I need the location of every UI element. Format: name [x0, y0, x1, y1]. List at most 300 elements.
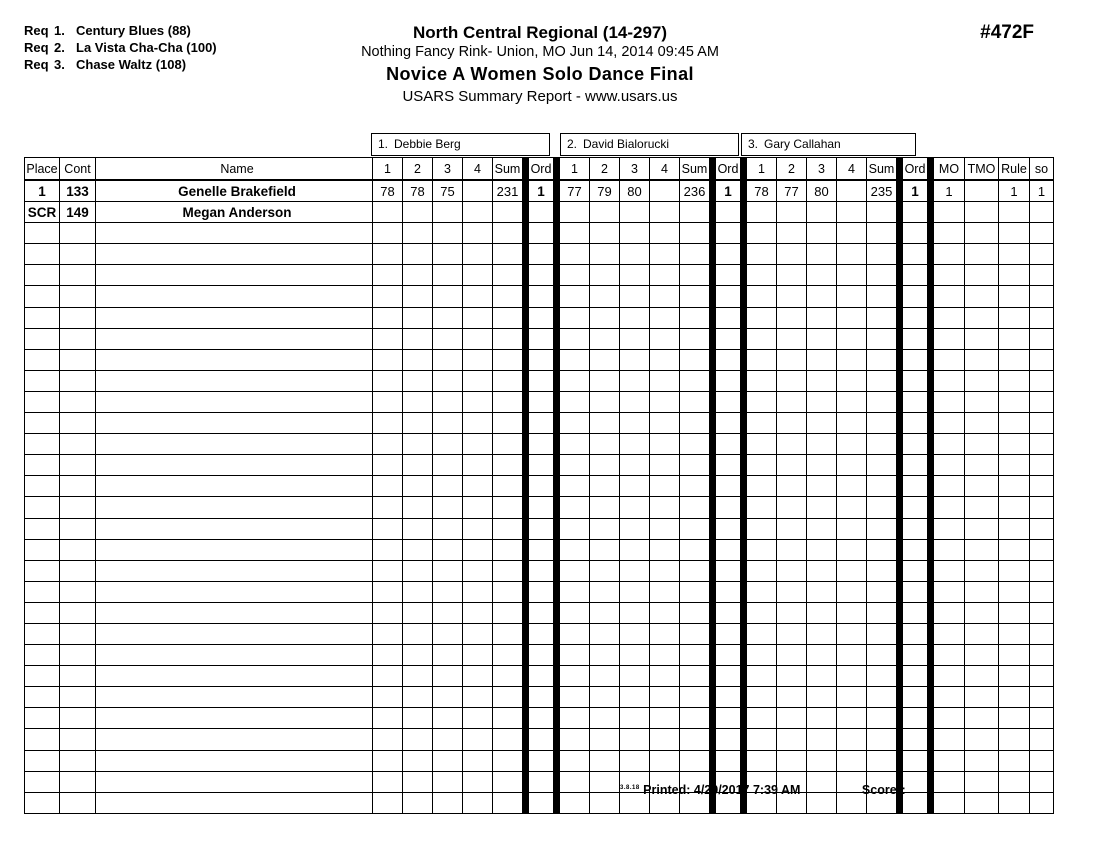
cell-cont	[60, 349, 96, 370]
cell-j2-ord	[716, 497, 741, 518]
cell-cont	[60, 729, 96, 750]
cell-j1-d3: 75	[433, 180, 463, 202]
requirement-number: 3.	[54, 57, 65, 72]
cell-j1-d1	[373, 687, 403, 708]
cell-j3-sum	[867, 244, 897, 265]
cell-j1-d1	[373, 729, 403, 750]
cell-j1-sum	[493, 729, 523, 750]
cell-j2-ord	[716, 328, 741, 349]
cell-mo	[934, 265, 965, 286]
cell-j3-d1	[747, 750, 777, 771]
cell-rule	[999, 666, 1030, 687]
cell-j2-ord	[716, 539, 741, 560]
cell-j1-ord	[529, 328, 554, 349]
cell-tmo	[965, 792, 999, 813]
cell-j1-d4	[463, 202, 493, 223]
cell-j1-d2	[403, 729, 433, 750]
cell-j1-d1	[373, 666, 403, 687]
cell-j2-d4	[650, 391, 680, 412]
cell-mo	[934, 581, 965, 602]
cell-j2-d3	[620, 265, 650, 286]
cell-j2-ord	[716, 265, 741, 286]
cell-j1-d1	[373, 223, 403, 244]
cell-rule	[999, 286, 1030, 307]
cell-j1-sum	[493, 687, 523, 708]
cell-j2-d4	[650, 708, 680, 729]
cell-j3-d3	[807, 307, 837, 328]
cell-j2-d3	[620, 666, 650, 687]
cell-tmo	[965, 328, 999, 349]
cell-j3-ord	[903, 307, 928, 328]
cell-j1-d1	[373, 286, 403, 307]
cell-tmo	[965, 413, 999, 434]
cell-j3-d3	[807, 750, 837, 771]
cell-j2-d3	[620, 750, 650, 771]
cell-j2-sum	[680, 349, 710, 370]
cell-j3-ord	[903, 623, 928, 644]
cell-j1-d1	[373, 476, 403, 497]
cell-j1-d2	[403, 434, 433, 455]
cell-cont	[60, 286, 96, 307]
cell-j2-d1	[560, 476, 590, 497]
cell-j1-d1	[373, 750, 403, 771]
cell-rule	[999, 750, 1030, 771]
cell-name	[96, 666, 373, 687]
table-row	[25, 645, 1054, 666]
cell-j1-sum	[493, 434, 523, 455]
cell-j2-d1	[560, 391, 590, 412]
cell-j1-d3	[433, 455, 463, 476]
cell-j3-d4	[837, 560, 867, 581]
cell-cont	[60, 750, 96, 771]
cell-j1-ord	[529, 581, 554, 602]
cell-cont	[60, 666, 96, 687]
cell-j1-d2	[403, 391, 433, 412]
cell-j1-d4	[463, 539, 493, 560]
cell-mo	[934, 476, 965, 497]
cell-rule	[999, 687, 1030, 708]
cell-j3-d4	[837, 370, 867, 391]
requirement-label: Req	[24, 57, 49, 72]
cell-mo	[934, 497, 965, 518]
judge-panel-2	[560, 133, 739, 156]
judge-panel-3	[741, 133, 916, 156]
cell-rule	[999, 497, 1030, 518]
cell-j2-d4	[650, 328, 680, 349]
cell-mo	[934, 286, 965, 307]
cell-j1-sum	[493, 370, 523, 391]
cell-j2-sum	[680, 645, 710, 666]
table-row	[25, 708, 1054, 729]
cell-rule	[999, 792, 1030, 813]
cell-tmo	[965, 223, 999, 244]
cell-j3-ord	[903, 771, 928, 792]
cell-tmo	[965, 581, 999, 602]
cell-j1-ord	[529, 708, 554, 729]
cell-place	[25, 349, 60, 370]
cell-j1-d3	[433, 307, 463, 328]
cell-j1-d3	[433, 771, 463, 792]
cell-j3-ord	[903, 560, 928, 581]
event-venue-datetime: Nothing Fancy Rink- Union, MO Jun 14, 2014 09:45 AM	[361, 44, 719, 60]
cell-tmo	[965, 687, 999, 708]
cell-j3-d2	[777, 455, 807, 476]
cell-so: 1	[1030, 180, 1054, 202]
cell-name	[96, 434, 373, 455]
cell-j2-d2	[590, 286, 620, 307]
cell-j1-d1	[373, 455, 403, 476]
table-row	[25, 729, 1054, 750]
cell-name	[96, 581, 373, 602]
cell-j1-d2	[403, 286, 433, 307]
cell-cont: 133	[60, 180, 96, 202]
cell-so	[1030, 370, 1054, 391]
cell-j3-d1: 78	[747, 180, 777, 202]
cell-so	[1030, 581, 1054, 602]
cell-j3-d3	[807, 413, 837, 434]
cell-j1-d3	[433, 223, 463, 244]
cell-mo	[934, 307, 965, 328]
cell-j3-ord	[903, 645, 928, 666]
cell-j2-ord	[716, 455, 741, 476]
cell-j2-d2	[590, 771, 620, 792]
requirement-label: Req	[24, 23, 49, 38]
cell-j2-d1	[560, 328, 590, 349]
cell-j3-sum	[867, 729, 897, 750]
table-row	[25, 687, 1054, 708]
cell-j3-d2	[777, 370, 807, 391]
cell-tmo	[965, 286, 999, 307]
cell-j2-d1	[560, 666, 590, 687]
cell-rule	[999, 708, 1030, 729]
cell-j1-d4	[463, 223, 493, 244]
cell-j1-sum	[493, 497, 523, 518]
cell-j2-d2	[590, 581, 620, 602]
cell-j1-d3	[433, 328, 463, 349]
table-row	[25, 180, 1054, 202]
cell-rule	[999, 602, 1030, 623]
page-title: Novice A Women Solo Dance Final	[386, 64, 694, 84]
cell-j1-d3	[433, 792, 463, 813]
cell-j1-d1	[373, 771, 403, 792]
cell-j1-d4	[463, 729, 493, 750]
cell-j2-d4	[650, 497, 680, 518]
cell-j2-d3	[620, 413, 650, 434]
cell-j2-d3	[620, 328, 650, 349]
cell-tmo	[965, 750, 999, 771]
cell-j2-d3	[620, 286, 650, 307]
cell-tmo	[965, 476, 999, 497]
cell-j1-d1: 78	[373, 180, 403, 202]
cell-j1-ord	[529, 518, 554, 539]
cell-j2-d4	[650, 370, 680, 391]
cell-j1-d4	[463, 265, 493, 286]
cell-j1-d4	[463, 497, 493, 518]
cell-place	[25, 476, 60, 497]
cell-j3-d4	[837, 581, 867, 602]
cell-j2-d3	[620, 202, 650, 223]
cell-j1-ord	[529, 370, 554, 391]
cell-j1-d3	[433, 497, 463, 518]
cell-j3-sum	[867, 434, 897, 455]
col-header-j1-d1: 1	[373, 158, 403, 181]
cell-j2-sum	[680, 391, 710, 412]
cell-rule	[999, 729, 1030, 750]
cell-rule	[999, 307, 1030, 328]
cell-so	[1030, 666, 1054, 687]
cell-so	[1030, 792, 1054, 813]
cell-mo	[934, 560, 965, 581]
cell-mo	[934, 792, 965, 813]
cell-j2-ord	[716, 223, 741, 244]
cell-j2-d2	[590, 729, 620, 750]
cell-j1-d2	[403, 645, 433, 666]
cell-name	[96, 602, 373, 623]
cell-j2-sum	[680, 265, 710, 286]
cell-tmo	[965, 497, 999, 518]
cell-j2-sum	[680, 244, 710, 265]
cell-j3-d4	[837, 265, 867, 286]
cell-j2-d1	[560, 307, 590, 328]
cell-name	[96, 413, 373, 434]
cell-j1-d2	[403, 602, 433, 623]
cell-j2-sum	[680, 560, 710, 581]
cell-j1-d2	[403, 623, 433, 644]
cell-rule	[999, 413, 1030, 434]
cell-j2-d4	[650, 687, 680, 708]
cell-so	[1030, 602, 1054, 623]
cell-j2-d2	[590, 602, 620, 623]
cell-j2-d3	[620, 560, 650, 581]
cell-j3-d3	[807, 708, 837, 729]
cell-mo	[934, 328, 965, 349]
cell-j3-d3	[807, 391, 837, 412]
cell-j2-d2	[590, 307, 620, 328]
cell-j2-ord	[716, 370, 741, 391]
cell-rule	[999, 518, 1030, 539]
cell-j2-d3	[620, 708, 650, 729]
cell-place	[25, 771, 60, 792]
cell-j3-d3	[807, 476, 837, 497]
cell-j1-ord	[529, 687, 554, 708]
cell-mo	[934, 687, 965, 708]
cell-j2-sum	[680, 708, 710, 729]
cell-j2-d3: 80	[620, 180, 650, 202]
cell-j3-sum	[867, 307, 897, 328]
cell-j2-d4	[650, 666, 680, 687]
cell-j3-d4	[837, 708, 867, 729]
cell-j1-d4	[463, 370, 493, 391]
cell-j3-d4	[837, 307, 867, 328]
cell-name	[96, 729, 373, 750]
cell-j3-ord	[903, 455, 928, 476]
cell-j2-d2	[590, 349, 620, 370]
cell-name	[96, 645, 373, 666]
cell-j1-ord	[529, 413, 554, 434]
cell-j2-ord	[716, 645, 741, 666]
cell-j1-d4	[463, 623, 493, 644]
cell-j1-d2	[403, 497, 433, 518]
cell-cont	[60, 497, 96, 518]
cell-j1-sum	[493, 708, 523, 729]
cell-j3-ord	[903, 328, 928, 349]
cell-j2-ord: 1	[716, 180, 741, 202]
cell-place	[25, 602, 60, 623]
cell-j3-d3	[807, 539, 837, 560]
cell-j1-d4	[463, 286, 493, 307]
cell-j3-d1	[747, 539, 777, 560]
cell-j3-d3	[807, 560, 837, 581]
event-code: #472F	[980, 22, 1034, 43]
requirement-item	[24, 39, 217, 56]
judge-panel-1	[371, 133, 550, 156]
cell-cont	[60, 792, 96, 813]
cell-j1-d4	[463, 455, 493, 476]
table-row	[25, 518, 1054, 539]
cell-j3-d3	[807, 666, 837, 687]
cell-j1-d4	[463, 244, 493, 265]
cell-j1-ord	[529, 265, 554, 286]
cell-j1-sum	[493, 581, 523, 602]
cell-j2-ord	[716, 687, 741, 708]
cell-j2-d1	[560, 286, 590, 307]
cell-name	[96, 307, 373, 328]
cell-j3-sum	[867, 645, 897, 666]
cell-so	[1030, 476, 1054, 497]
cell-j3-d3	[807, 455, 837, 476]
col-header-j2-d3: 3	[620, 158, 650, 181]
cell-place	[25, 623, 60, 644]
cell-rule	[999, 581, 1030, 602]
cell-j3-d1	[747, 223, 777, 244]
cell-mo	[934, 666, 965, 687]
cell-name	[96, 687, 373, 708]
cell-j3-d2	[777, 286, 807, 307]
cell-mo: 1	[934, 180, 965, 202]
cell-j1-sum	[493, 623, 523, 644]
cell-j1-d1	[373, 370, 403, 391]
event-title: North Central Regional (14-297)	[412, 23, 668, 42]
cell-name	[96, 771, 373, 792]
judge-name: Debbie Berg	[394, 137, 461, 151]
cell-tmo	[965, 539, 999, 560]
cell-j3-ord	[903, 413, 928, 434]
requirement-label: Req	[24, 40, 49, 55]
cell-j2-d1	[560, 518, 590, 539]
cell-j2-d1	[560, 539, 590, 560]
cell-j3-d3	[807, 286, 837, 307]
cell-j3-d2	[777, 497, 807, 518]
cell-j2-d4	[650, 560, 680, 581]
cell-j3-ord	[903, 286, 928, 307]
cell-rule	[999, 771, 1030, 792]
cell-j2-d4	[650, 539, 680, 560]
cell-mo	[934, 391, 965, 412]
cell-j3-d1	[747, 518, 777, 539]
table-row	[25, 581, 1054, 602]
cell-j1-ord: 1	[529, 180, 554, 202]
col-header-name: Name	[96, 158, 373, 181]
cell-j3-d2	[777, 581, 807, 602]
cell-j1-d3	[433, 645, 463, 666]
cell-so	[1030, 223, 1054, 244]
cell-j3-d3	[807, 434, 837, 455]
cell-j3-d4	[837, 434, 867, 455]
cell-j2-d3	[620, 518, 650, 539]
cell-name	[96, 792, 373, 813]
cell-j1-d4	[463, 771, 493, 792]
cell-j1-d4	[463, 750, 493, 771]
cell-j3-ord: 1	[903, 180, 928, 202]
cell-j1-d1	[373, 560, 403, 581]
cell-j3-d4	[837, 391, 867, 412]
cell-j1-d3	[433, 602, 463, 623]
cell-place	[25, 497, 60, 518]
cell-j3-d1	[747, 645, 777, 666]
cell-name	[96, 349, 373, 370]
cell-j2-d4	[650, 307, 680, 328]
cell-j2-d2	[590, 792, 620, 813]
cell-j1-d2	[403, 518, 433, 539]
cell-j3-d1	[747, 455, 777, 476]
cell-j1-d3	[433, 265, 463, 286]
cell-cont	[60, 265, 96, 286]
cell-j3-d4	[837, 666, 867, 687]
cell-j2-ord	[716, 708, 741, 729]
cell-j2-ord	[716, 391, 741, 412]
cell-j1-ord	[529, 455, 554, 476]
cell-j1-d4	[463, 602, 493, 623]
cell-cont	[60, 687, 96, 708]
cell-j1-d1	[373, 434, 403, 455]
cell-place	[25, 286, 60, 307]
cell-j3-d1	[747, 497, 777, 518]
cell-j2-d3	[620, 307, 650, 328]
cell-j3-sum	[867, 623, 897, 644]
cell-place	[25, 560, 60, 581]
cell-j2-d2	[590, 750, 620, 771]
cell-place	[25, 708, 60, 729]
cell-j3-d2	[777, 265, 807, 286]
cell-j2-d1	[560, 771, 590, 792]
cell-j1-d1	[373, 539, 403, 560]
cell-rule	[999, 434, 1030, 455]
cell-j1-d3	[433, 370, 463, 391]
cell-cont	[60, 771, 96, 792]
cell-j1-d2	[403, 687, 433, 708]
cell-name: Megan Anderson	[96, 202, 373, 223]
cell-so	[1030, 518, 1054, 539]
cell-j1-ord	[529, 539, 554, 560]
table-row	[25, 455, 1054, 476]
cell-tmo	[965, 202, 999, 223]
cell-j1-d1	[373, 244, 403, 265]
table-row	[25, 202, 1054, 223]
cell-j1-d1	[373, 265, 403, 286]
cell-j1-d1	[373, 202, 403, 223]
cell-j1-d1	[373, 792, 403, 813]
cell-j1-d2	[403, 202, 433, 223]
cell-so	[1030, 539, 1054, 560]
cell-j1-d1	[373, 623, 403, 644]
cell-j3-ord	[903, 434, 928, 455]
cell-j2-d2	[590, 666, 620, 687]
cell-tmo	[965, 391, 999, 412]
cell-j1-d3	[433, 518, 463, 539]
cell-j3-d2	[777, 666, 807, 687]
col-header-j1-d2: 2	[403, 158, 433, 181]
col-header-j3-sum: Sum	[867, 158, 897, 181]
